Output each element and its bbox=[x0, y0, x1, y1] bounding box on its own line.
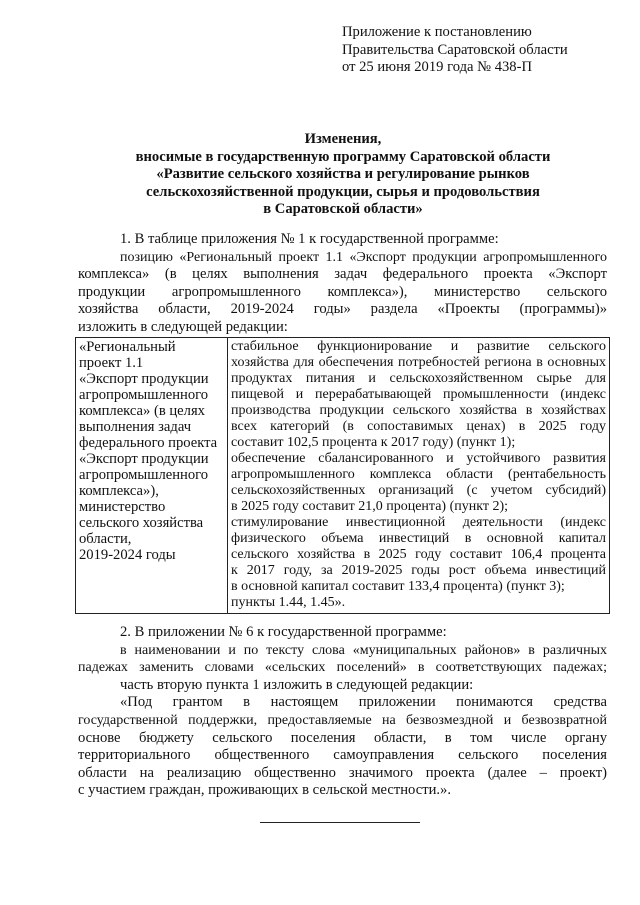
cell-line: стабильное функционирование и развитие сельского bbox=[231, 339, 606, 354]
paragraph-line: 2. В приложении № 6 к государственной программе: bbox=[120, 624, 447, 640]
paragraph-line: хозяйства области, 2019-2024 годы» раздела «Проекты (программы)» bbox=[78, 301, 607, 318]
title-line: сельскохозяйственной продукции, сырья и продовольствия bbox=[146, 183, 540, 200]
header-line: Приложение к постановлению bbox=[342, 24, 532, 40]
cell-line: хозяйства для обеспечения потребностей региона в основных bbox=[231, 355, 606, 370]
cell-line: обеспечение сбалансированного и устойчивого развития bbox=[231, 451, 606, 466]
paragraph-line: падежах заменить словами «сельских поселений» в соответствующих падежах; bbox=[78, 660, 607, 676]
project-goals-cell bbox=[228, 338, 610, 614]
paragraph-line: области на реализацию общественно значимого проекта (далее – проект) bbox=[78, 764, 607, 781]
paragraph-line: основе бюджету сельского поселения области, в том числе органу bbox=[78, 729, 607, 746]
cell-line: сельскохозяйственных организаций (с учетом субсидий) bbox=[231, 483, 606, 498]
cell-line: производства продукции сельского хозяйства в хозяйствах bbox=[231, 403, 606, 418]
approval-header bbox=[342, 24, 568, 77]
cell-line: проект 1.1 bbox=[79, 355, 144, 371]
cell-line: федерального проекта bbox=[79, 435, 218, 451]
cell-line: физического объема инвестиций в основной капитал bbox=[231, 531, 606, 546]
table-row bbox=[76, 338, 610, 614]
section-1 bbox=[78, 231, 607, 337]
closing-divider bbox=[260, 822, 420, 823]
cell-line: агропромышленного bbox=[79, 387, 209, 403]
cell-line: комплекса»), bbox=[79, 483, 159, 499]
title-line: в Саратовской области» bbox=[263, 201, 423, 218]
title-line: Изменения, bbox=[304, 131, 382, 147]
paragraph-line: продукции агропромышленного комплекса»), министерство сельского bbox=[78, 283, 607, 300]
cell-line: всех категорий (в сопоставимых ценах) в 2025 году bbox=[231, 419, 606, 434]
cell-line: к 2017 году, за 2019-2025 годы рост объема инвестиций bbox=[231, 563, 606, 578]
cell-line: агропромышленного bbox=[79, 467, 209, 483]
cell-line: «Региональный bbox=[79, 339, 176, 355]
project-name-cell bbox=[76, 338, 228, 614]
cell-line: сельского хозяйства bbox=[79, 515, 204, 531]
cell-line: в основной капитал составит 133,4 процента) (пункт 3); bbox=[231, 579, 565, 594]
paragraph-line: территориального общественного самоуправления сельского поселения bbox=[78, 747, 607, 764]
table-and-section-2 bbox=[75, 337, 610, 800]
paragraph-line: 1. В таблице приложения № 1 к государственной программе: bbox=[120, 231, 499, 247]
cell-line: выполнения задач bbox=[79, 419, 192, 435]
cell-line: министерство bbox=[79, 499, 166, 515]
paragraph-line: часть вторую пункта 1 изложить в следующей редакции: bbox=[120, 676, 474, 693]
header-line: Правительства Саратовской области bbox=[342, 41, 568, 58]
cell-line: пункты 1.44, 1.45». bbox=[231, 595, 346, 610]
paragraph-line: комплекса» (в целях выполнения задач федерального проекта «Экспорт bbox=[78, 266, 607, 283]
cell-line: комплекса» (в целях bbox=[79, 403, 205, 419]
cell-line: в 2025 году составит 21,0 процента) (пункт 2); bbox=[231, 499, 509, 514]
cell-line: продуктах питания и сельскохозяйственном сырье для bbox=[231, 371, 606, 386]
header-line: от 25 июня 2019 года № 438-П bbox=[342, 59, 533, 76]
paragraph-line: позицию «Региональный проект 1.1 «Экспорт продукции агропромышленного bbox=[120, 249, 607, 265]
title-line: «Развитие сельского хозяйства и регулирование рынков bbox=[156, 166, 530, 183]
cell-line: сельского хозяйства в 2025 году составит 106,4 процента bbox=[231, 547, 606, 562]
projects-table bbox=[75, 337, 610, 614]
section-2 bbox=[78, 624, 607, 800]
document-title bbox=[78, 131, 608, 219]
cell-line: области, bbox=[79, 531, 132, 547]
cell-line: стимулирование инвестиционной деятельности (индекс bbox=[231, 515, 606, 530]
cell-line: 2019-2024 годы bbox=[79, 547, 176, 563]
paragraph-line: в наименовании и по тексту слова «муниципальных районов» в различных bbox=[120, 642, 607, 658]
cell-line: составит 102,5 процента к 2017 году) (пункт 1); bbox=[231, 435, 516, 450]
cell-line: пищевой и перерабатывающей промышленности (индекс bbox=[231, 387, 606, 402]
cell-line: «Экспорт продукции bbox=[79, 451, 209, 467]
title-line: вносимые в государственную программу Саратовской области bbox=[135, 148, 551, 165]
paragraph-line: государственной поддержки, предоставляемые на безвозмездной и безвозвратной bbox=[78, 712, 607, 728]
cell-line: агропромышленного комплекса области (рентабельность bbox=[231, 467, 606, 482]
paragraph-line: «Под грантом в настоящем приложении понимаются средства bbox=[120, 694, 607, 711]
cell-line: «Экспорт продукции bbox=[79, 371, 209, 387]
paragraph-line: изложить в следующей редакции: bbox=[78, 318, 288, 335]
paragraph-line: с участием граждан, проживающих в сельской местности.». bbox=[78, 782, 451, 799]
